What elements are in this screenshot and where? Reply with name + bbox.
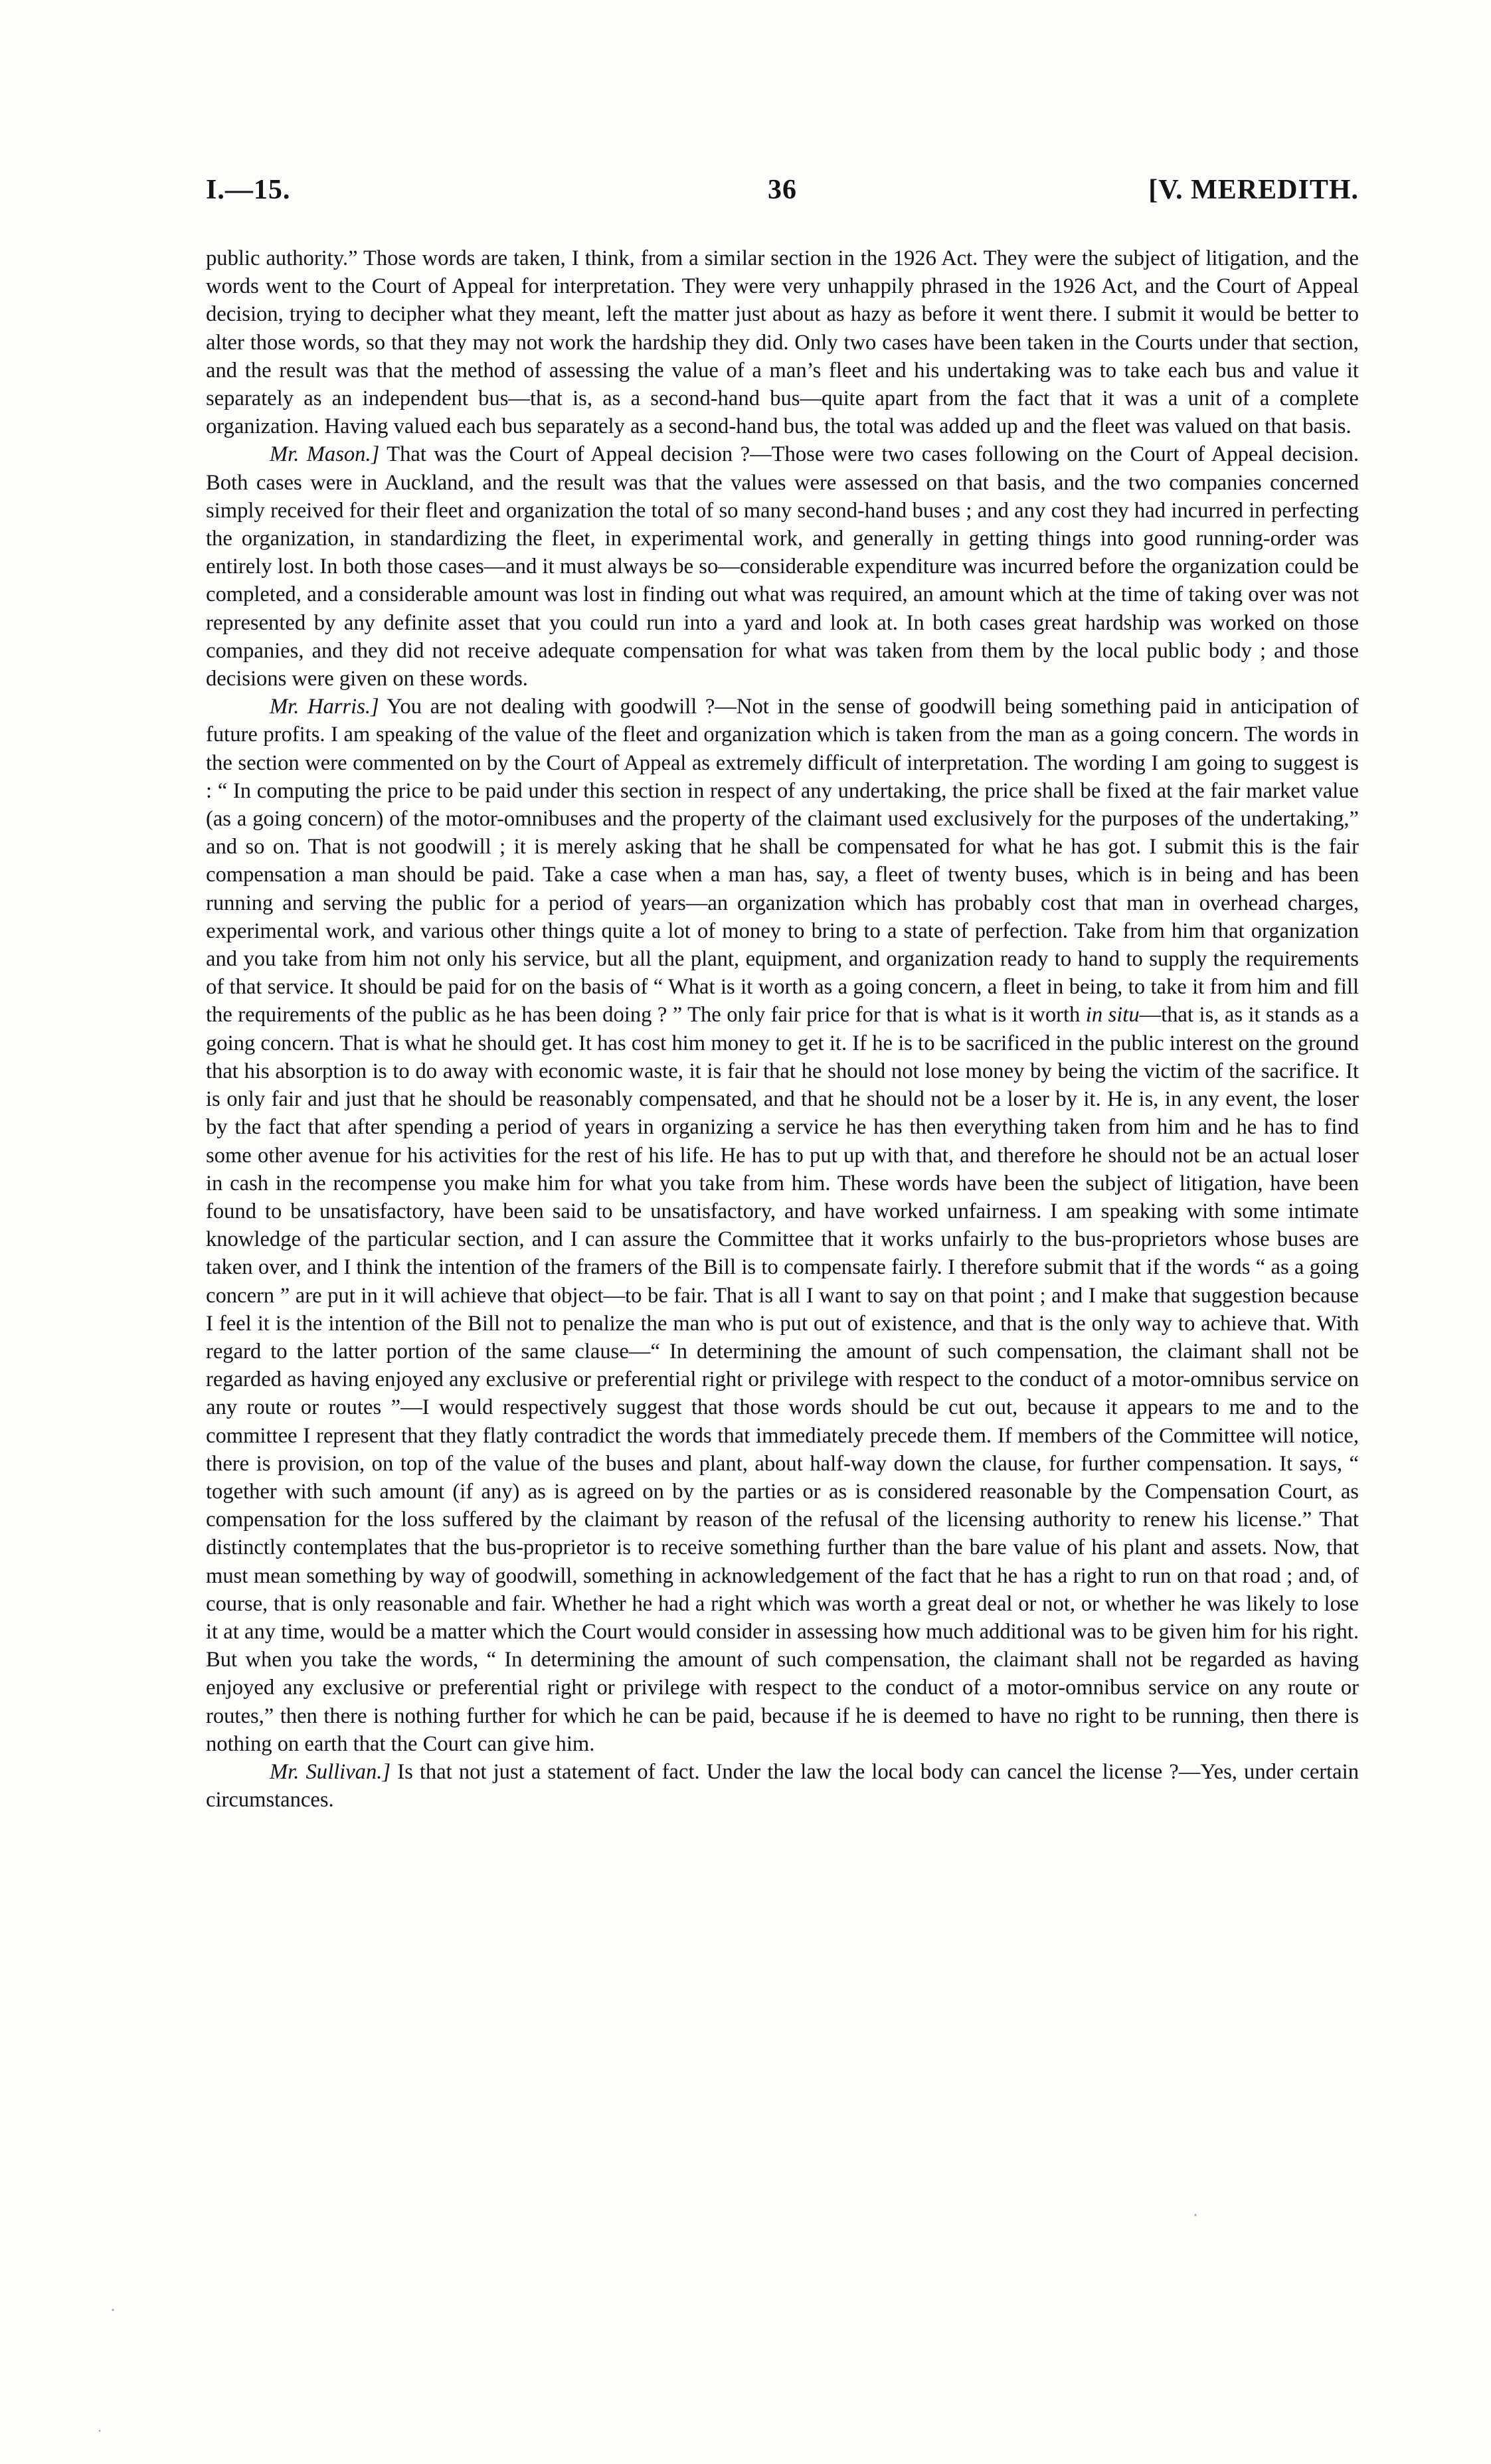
speck [99,2430,101,2432]
paragraph-text: public authority.” Those words are taken, I think, from a similar section in the 1926 Act. They were the subject of litigation, and the words went to the Court of Appeal for interpretation. They were very unhappily phrased in the 1926 Act, and the Court of Appeal decision, trying to decipher what they meant, left the matter just about as hazy as before it went there. I submit it would be better to alter those words, so that they may not work the hardship they did. Only two cases have been taken in the Courts under that section, and the result was that the method of assessing the value of a man’s fleet and his undertaking was to take each bus and value it separately as an independent bus—that is, as a second-hand bus—quite apart from the fact that it was a unit of a complete organization. Having valued each bus separately as a second-hand bus, the total was added up and the fleet was valued on that basis. [206,246,1359,439]
speaker-label: Mr. Sullivan.] [270,1759,391,1784]
paragraph-mason [206,440,1359,693]
paragraph-harris [206,693,1359,1758]
paragraph-sullivan [206,1758,1359,1814]
speck [112,2309,114,2311]
speaker-label: Mr. Harris.] [270,695,379,719]
body-text [206,244,1359,1814]
page-number: 36 [768,175,797,205]
paper-reference: I.—15. [206,175,291,205]
paragraph-text: That was the Court of Appeal decision ?—Those were two cases following on the Court of Appeal decision. Both cases were in Auckland, and the result was that the values were assessed on that basis, and the two companies concerned simply received for their fleet and organization the total of so many second-hand buses ; and any cost they had incurred in perfecting the organization, in standardizing the fleet, in experimental work, and generally in getting things into good running-order was entirely lost. In both those cases—and it must always be so—considerable expenditure was incurred before the organization could be completed, and a considerable amount was lost in finding out what was required, an amount which at the time of taking over was not represented by any definite asset that you could run into a yard and look at. In both cases great hardship was worked on those companies, and they did not receive adequate compensation for what was taken from them by the local public body ; and those decisions were given on these words. [206,442,1359,691]
italic-phrase: in situ [1085,1003,1140,1027]
page-header [206,174,1359,220]
paragraph-continued [206,244,1359,440]
witness-name: [V. MEREDITH. [1148,175,1359,205]
speaker-label: Mr. Mason.] [270,442,380,467]
speck [1195,2214,1197,2216]
paragraph-text: Is that not just a statement of fact. Under the law the local body can cancel the license ?—Yes, under certain circumstances. [206,1759,1359,1812]
paragraph-text: You are not dealing with goodwill ?—Not in the sense of goodwill being something paid in anticipation of future profits. I am speaking of the value of the fleet and organization which is taken from the man as a going concern. The words in the section were commented on by the Court of Appeal as extremely difficult of interpretation. The wording I am going to suggest is : “ In computing the price to be paid under this section in respect of any undertaking, the price shall be fixed at the fair market value (as a going concern) of the motor-omnibuses and the property of the claimant used exclusively for the purposes of the undertaking,” and so on. That is not goodwill ; it is merely asking that he shall be compensated for what he has got. I submit this is the fair compensation a man should be paid. Take a case when a man has, say, a fleet of twenty buses, which is in being and has been running and serving the public for a period of years—an organization which has probably cost that man in overhead charges, experimental work, and various other things quite a lot of money to bring to a state of perfection. Take from him that organization and you take from him not only his service, but all the plant, equipment, and organization ready to hand to supply the requirements of that service. It should be paid for on the basis of “ What is it worth as a going concern, a fleet in being, to take it from him and fill the requirements of the public as he has been doing ? ” The only fair price for that is what is it worth [206,695,1359,1027]
paragraph-text: —that is, as it stands as a going concern. That is what he should get. It has cost him money to get it. If he is to be sacrificed in the public interest on the ground that his absorption is to do away with economic waste, it is fair that he should not lose money by being the victim of the sacrifice. It is only fair and just that he should be reasonably compensated, and that he should not be a loser by it. He is, in any event, the loser by the fact that after spending a period of years in organizing a service he has then everything taken from him and he has to find some other avenue for his activities for the rest of his life. He has to put up with that, and therefore he should not be an actual loser in cash in the recompense you make him for what you take from him. These words have been the subject of litigation, have been found to be unsatisfactory, have been said to be unsatisfactory, and have worked unfairness. I am speaking with some intimate knowledge of the particular section, and I can assure the Committee that it works unfairly to the bus-proprietors whose buses are taken over, and I think the intention of the framers of the Bill is to compensate fairly. I therefore submit that if the words “ as a going concern ” are put in it will achieve that object—to be fair. That is all I want to say on that point ; and I make that suggestion because I feel it is the intention of the Bill not to penalize the man who is put out of existence, and that is the only way to achieve that. With regard to the latter portion of the same clause—“ In determining the amount of such compensation, the claimant shall not be regarded as having enjoyed any exclusive or preferential right or privilege with respect to the conduct of a motor-omnibus service on any route or routes ”—I would respectively suggest that those words should be cut out, because it appears to me and to the committee I represent that they flatly contradict the words that immediately precede them. If members of the Committee will notice, there is provision, on top of the value of the buses and plant, about half-way down the clause, for further compensation. It says, “ together with such amount (if any) as is agreed on by the parties or as is considered reasonable by the Compensation Court, as compensation for the loss suffered by the claimant by reason of the refusal of the licensing authority to renew his license.” That distinctly contemplates that the bus-proprietor is to receive something further than the bare value of his plant and assets. Now, that must mean something by way of goodwill, something in acknowledgement of the fact that he has a right to run on that road ; and, of course, that is only reasonable and fair. Whether he had a right which was worth a great deal or not, or whether he was likely to lose it at any time, would be a matter which the Court would consider in assessing how much additional was to be given him for his right. But when you take the words, “ In determining the amount of such compensation, the claimant shall not be regarded as having enjoyed any exclusive or preferential right or privilege with respect to the conduct of a motor-omnibus service on any route or routes,” then there is nothing further for which he can be paid, because if he is deemed to have no right to be running, then there is nothing on earth that the Court can give him. [206,1003,1359,1756]
